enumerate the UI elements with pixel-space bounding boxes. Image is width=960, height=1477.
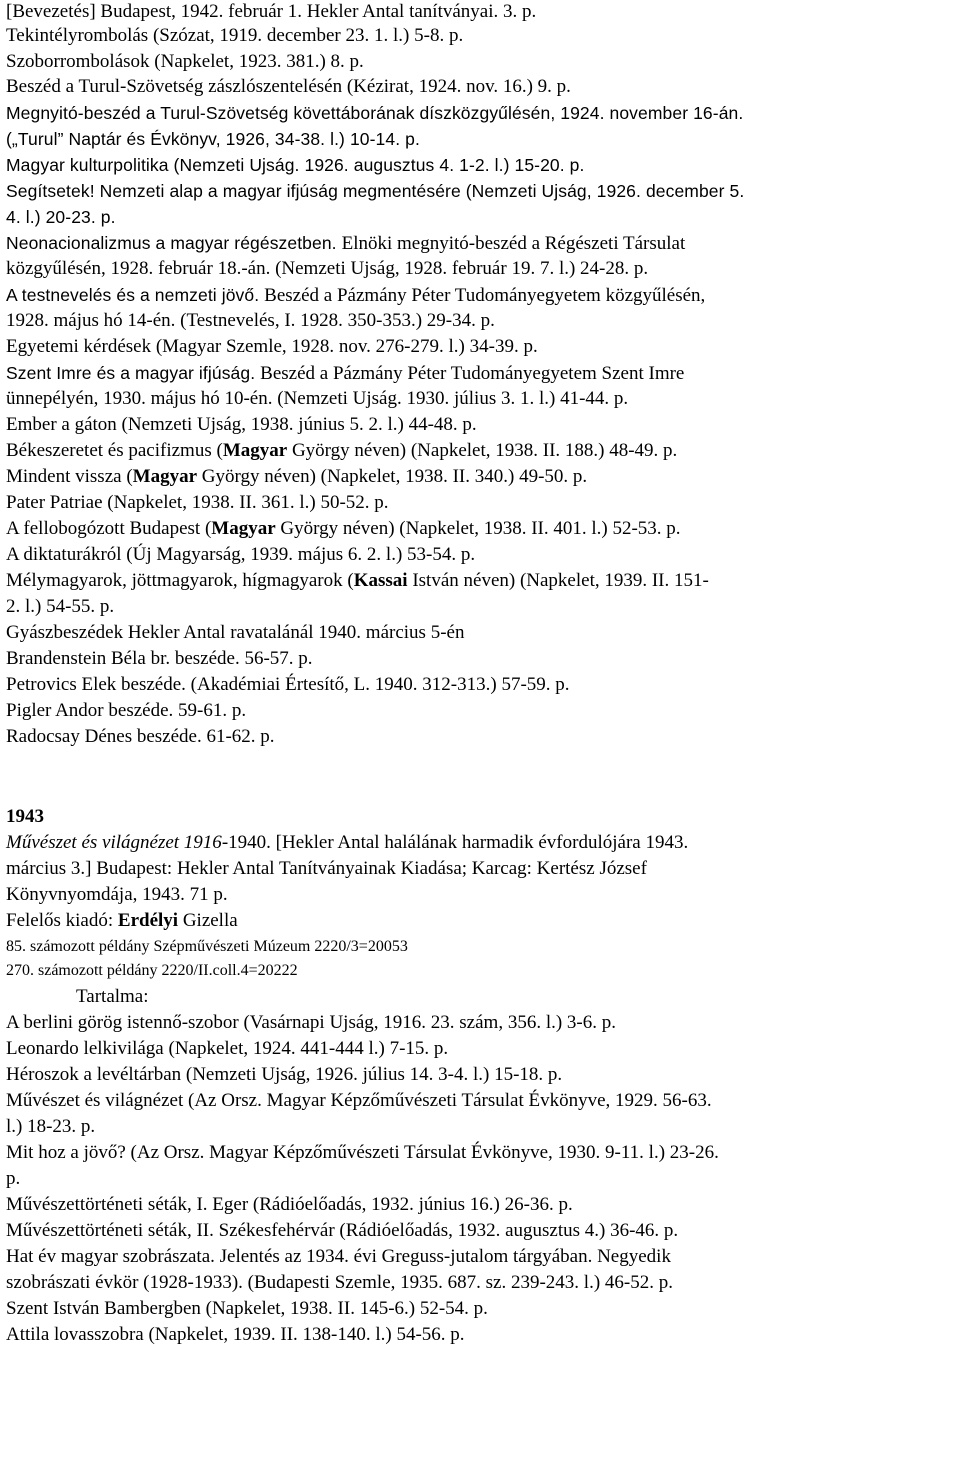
text-segment: A diktaturákról (Új Magyarság, 1939. május 6. 2. l.) 53-54. p. (6, 544, 476, 565)
text-line (6, 856, 647, 882)
text-segment: Petrovics Elek beszéde. (Akadémiai Értesítő, L. 1940. 312-313.) 57-59. p. (6, 674, 570, 695)
text-segment: Művészettörténeti séták, I. Eger (Rádióelőadás, 1932. június 16.) 26-36. p. (6, 1194, 573, 1215)
text-line (6, 1322, 465, 1348)
text-segment: Békeszeretet és pacifizmus ( (6, 440, 223, 461)
text-segment: március 3.] Budapest: Hekler Antal Tanítványainak Kiadása; Karcag: Kertész József (6, 858, 647, 879)
text-segment: Pigler Andor beszéde. 59-61. p. (6, 700, 247, 721)
text-line (6, 1140, 719, 1166)
text-segment: Hat év magyar szobrászata. Jelentés az 1934. évi Greguss-jutalom tárgyában. Negyedik (6, 1246, 671, 1267)
text-segment: Pater Patriae (Napkelet, 1938. II. 361. l.) 50-52. p. (6, 492, 389, 513)
text-segment: Könyvnyomdája, 1943. 71 p. (6, 884, 228, 905)
text-segment: Gizella (178, 910, 238, 931)
text-segment: szobrászati évkör (1928-1933). (Budapesti Szemle, 1935. 687. sz. 239-243. l.) 46-52. p. (6, 1272, 673, 1293)
text-line (6, 1244, 671, 1270)
text-segment: Mélymagyarok, jöttmagyarok, hígmagyarok ( (6, 570, 354, 591)
text-segment: A fellobogózott Budapest ( (6, 518, 212, 539)
text-line (6, 542, 475, 568)
text-line (6, 386, 628, 412)
text-segment: p. (6, 1168, 21, 1189)
text-line (6, 0, 536, 25)
bold-name: Magyar (211, 518, 276, 539)
text-line (6, 360, 684, 387)
text-line (6, 958, 298, 984)
text-line (6, 100, 743, 126)
text-line (6, 464, 587, 490)
text-segment: György néven) (Napkelet, 1938. II. 340.) 49-50. p. (197, 466, 588, 487)
bold-name: Magyar (132, 466, 198, 487)
text-line (6, 334, 538, 360)
text-line (6, 438, 677, 464)
text-segment: Elnöki megnyitó-beszéd a Régészeti Társulat (341, 233, 686, 254)
text-line (6, 1036, 448, 1062)
text-line (6, 1296, 488, 1322)
text-segment: István néven) (Napkelet, 1939. II. 151- (407, 570, 709, 591)
text-segment: Tartalma: (76, 986, 149, 1007)
text-segment: 85. számozott példány Szépművészeti Múzeum 2220/3=20053 (6, 938, 408, 955)
text-segment: Szoborrombolások (Napkelet, 1923. 381.) 8. p. (6, 51, 364, 72)
text-line (6, 74, 571, 100)
text-line (6, 908, 238, 934)
text-segment: Leonardo lelkivilága (Napkelet, 1924. 441-444 l.) 7-15. p. (6, 1038, 449, 1059)
text-segment: A testnevelés és a nemzeti jövő. (6, 285, 265, 305)
text-segment: Radocsay Dénes beszéde. 61-62. p. (6, 726, 275, 747)
text-segment: György néven) (Napkelet, 1938. II. 188.) 48-49. p. (287, 440, 678, 461)
text-segment: Ember a gáton (Nemzeti Ujság, 1938. június 5. 2. l.) 44-48. p. (6, 414, 477, 435)
text-segment: Szent Imre és a magyar ifjúság. (6, 363, 261, 383)
text-line (6, 126, 420, 152)
text-segment: 4. l.) 20-23. p. (6, 207, 116, 227)
text-segment: Héroszok a levéltárban (Nemzeti Ujság, 1926. július 14. 3-4. l.) 15-18. p. (6, 1064, 563, 1085)
text-line (6, 594, 114, 620)
text-line (6, 1166, 20, 1192)
text-line (6, 672, 570, 698)
text-segment: 270. számozott példány 2220/II.coll.4=20222 (6, 962, 298, 979)
text-segment: György néven) (Napkelet, 1938. II. 401. l.) 52-53. p. (275, 518, 681, 539)
text-segment: közgyűlésén, 1928. február 18.-án. (Nemzeti Ujság, 1928. február 19. 7. l.) 24-28. p. (6, 258, 649, 279)
text-line (6, 490, 389, 516)
italic-title: Művészet és világnézet 1916 (6, 832, 222, 853)
text-segment: Szent István Bambergben (Napkelet, 1938. II. 145-6.) 52-54. p. (6, 1298, 488, 1319)
text-segment: Beszéd a Turul-Szövetség zászlószentelésén (Kézirat, 1924. nov. 16.) 9. p. (6, 76, 571, 97)
bold-name: Magyar (222, 440, 288, 461)
text-line (6, 204, 116, 230)
text-line (6, 23, 463, 49)
text-segment: Egyetemi kérdések (Magyar Szemle, 1928. nov. 276-279. l.) 34-39. p. (6, 336, 538, 357)
text-segment: Segítsetek! Nemzeti alap a magyar ifjúság megmentésére (Nemzeti Ujság, 1926. december 5. (6, 181, 745, 201)
text-segment: l.) 18-23. p. (6, 1116, 96, 1137)
text-segment: Művészettörténeti séták, II. Székesfehérvár (Rádióelőadás, 1932. augusztus 4.) 36-46. p. (6, 1220, 679, 1241)
text-segment: Tekintélyrombolás (Szózat, 1919. december 23. 1. l.) 5-8. p. (6, 25, 464, 46)
contents-heading (76, 984, 149, 1010)
text-line (6, 934, 408, 960)
text-line (6, 568, 709, 594)
text-segment: 1943 (6, 806, 44, 827)
text-segment: A berlini görög istennő-szobor (Vasárnapi Ujság, 1916. 23. szám, 356. l.) 3-6. p. (6, 1012, 617, 1033)
text-line (6, 882, 228, 908)
text-segment: Brandenstein Béla br. beszéde. 56-57. p. (6, 648, 313, 669)
text-line (6, 620, 464, 646)
text-segment: Beszéd a Pázmány Péter Tudományegyetem Szent Imre (260, 363, 685, 384)
text-line (6, 178, 744, 204)
text-segment: („Turul” Naptár és Évkönyv, 1926, 34-38. l.) 10-14. p. (6, 129, 420, 149)
text-segment: Mindent vissza ( (6, 466, 133, 487)
text-line (6, 1088, 712, 1114)
bold-name: Erdélyi (117, 910, 179, 931)
bold-name: Kassai (353, 570, 408, 591)
text-segment: Mit hoz a jövő? (Az Orsz. Magyar Képzőművészeti Társulat Évkönyve, 1930. 9-11. l.) 23-26. (6, 1142, 719, 1163)
text-line (6, 830, 688, 856)
text-segment: 2. l.) 54-55. p. (6, 596, 115, 617)
text-line (6, 724, 275, 750)
text-segment: Beszéd a Pázmány Péter Tudományegyetem közgyűlésén, (264, 285, 706, 306)
text-segment: Neonacionalizmus a magyar régészetben. (6, 233, 342, 253)
text-line (6, 230, 685, 257)
text-segment: [Bevezetés] Budapest, 1942. február 1. Hekler Antal tanítványai. 3. p. (6, 1, 537, 22)
text-line (6, 308, 495, 334)
text-segment: Művészet és világnézet (Az Orsz. Magyar Képzőművészeti Társulat Évkönyve, 1929. 56-63. (6, 1090, 712, 1111)
text-line (6, 1192, 573, 1218)
text-segment: Attila lovasszobra (Napkelet, 1939. II. 138-140. l.) 54-56. p. (6, 1324, 465, 1345)
year-heading (6, 804, 44, 830)
text-line (6, 1062, 562, 1088)
text-line (6, 412, 477, 438)
text-line (6, 256, 648, 282)
text-line (6, 1010, 616, 1036)
text-segment: Megnyitó-beszéd a Turul-Szövetség követtáborának díszközgyűlésén, 1924. november 16-án. (6, 103, 744, 123)
text-segment: 1928. május hó 14-én. (Testnevelés, I. 1928. 350-353.) 29-34. p. (6, 310, 495, 331)
text-line (6, 1114, 95, 1140)
text-line (6, 698, 246, 724)
text-line (6, 152, 584, 178)
text-segment: -1940. [Hekler Antal halálának harmadik évfordulójára 1943. (221, 832, 689, 853)
text-line (6, 646, 313, 672)
text-line (6, 282, 705, 309)
text-segment: ünnepélyén, 1930. május hó 10-én. (Nemzeti Ujság. 1930. július 3. 1. l.) 41-44. p. (6, 388, 629, 409)
text-segment: Felelős kiadó: (6, 910, 118, 931)
text-line (6, 516, 681, 542)
text-line (6, 1270, 673, 1296)
text-line (6, 1218, 678, 1244)
text-segment: Gyászbeszédek Hekler Antal ravatalánál 1940. március 5-én (6, 622, 465, 643)
text-line (6, 49, 364, 75)
text-segment: Magyar kulturpolitika (Nemzeti Ujság. 1926. augusztus 4. 1-2. l.) 15-20. p. (6, 155, 585, 175)
